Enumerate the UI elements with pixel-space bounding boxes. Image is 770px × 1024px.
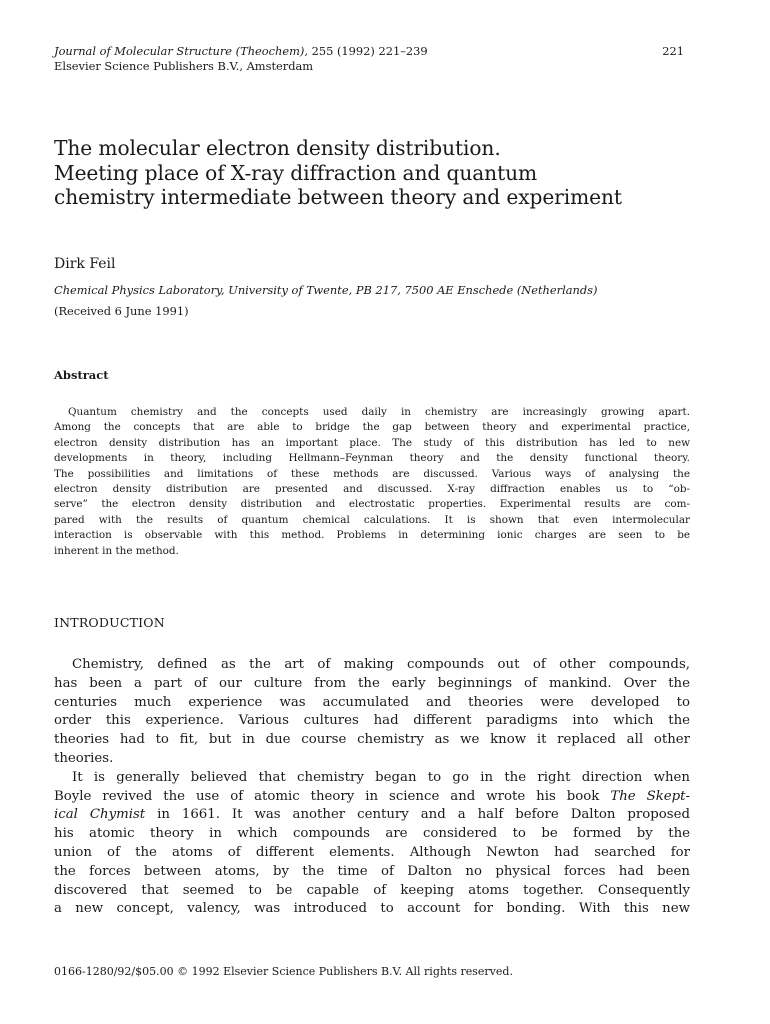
title-line: Meeting place of X-ray diffraction and quantum xyxy=(54,160,538,185)
body-line xyxy=(54,806,690,825)
body-line-text: in 1661. It was another century and a half before Dalton proposed xyxy=(157,807,690,823)
body-line-text: Boyle revived the use of atomic theory in science and wrote his book xyxy=(54,788,600,804)
body-line: It is generally believed that chemistry began to go in the right direction when xyxy=(72,769,690,785)
abstract-line: electron density distribution has an important place. The study of this distribution has led to new xyxy=(54,436,690,449)
journal-header xyxy=(54,44,684,59)
abstract-line: pared with the results of quantum chemical calculations. It is shown that even intermolecular xyxy=(54,513,690,526)
introduction-body xyxy=(54,656,690,919)
journal-citation: 255 (1992) 221–239 xyxy=(311,44,428,58)
title-line: The molecular electron density distribution. xyxy=(54,136,501,160)
body-line: order this experience. Various cultures had different paradigms into which the xyxy=(54,713,690,729)
book-title: The Skept- xyxy=(610,788,690,804)
body-line: discovered that seemed to be capable of keeping atoms together. Consequently xyxy=(54,882,690,898)
book-title-cont: ical Chymist xyxy=(54,807,146,823)
body-line: centuries much experience was accumulated and theories were developed to xyxy=(54,694,690,710)
article-title xyxy=(54,136,694,210)
abstract-text xyxy=(54,405,690,559)
page-number: 221 xyxy=(662,44,684,58)
abstract-line: electron density distribution are presented and discussed. X-ray diffraction enables us to “ob- xyxy=(54,483,690,496)
abstract-line: Among the concepts that are able to bridge the gap between theory and experimental practice, xyxy=(54,421,690,434)
body-line: the forces between atoms, by the time of Dalton no physical forces had been xyxy=(54,863,690,879)
section-heading-introduction: INTRODUCTION xyxy=(54,615,165,630)
body-line: Chemistry, defined as the art of making compounds out of other compounds, xyxy=(72,657,690,672)
title-line: chemistry intermediate between theory and experiment xyxy=(54,185,622,209)
body-line xyxy=(54,788,690,807)
abstract-line: serve” the electron density distribution and electrostatic properties. Experimental results are com- xyxy=(54,498,690,511)
body-line: a new concept, valency, was introduced to account for bonding. With this new xyxy=(54,901,690,917)
body-line: his atomic theory in which compounds are considered to be formed by the xyxy=(54,826,690,842)
body-line: union of the atoms of different elements. Although Newton had searched for xyxy=(54,844,690,860)
abstract-line: Quantum chemistry and the concepts used daily in chemistry are increasingly growing apart. xyxy=(68,406,690,418)
body-line: theories. xyxy=(54,750,114,766)
body-line: has been a part of our culture from the early beginnings of mankind. Over the xyxy=(54,675,690,691)
abstract-line: inherent in the method. xyxy=(54,544,179,557)
abstract-heading: Abstract xyxy=(54,368,109,382)
received-date: (Received 6 June 1991) xyxy=(54,304,189,318)
abstract-line: interaction is observable with this method. Problems in determining ionic charges are seen to be xyxy=(54,529,690,542)
abstract-line: developments in theory, including Hellmann–Feynman theory and the density functional theory. xyxy=(54,452,690,465)
author-affiliation: Chemical Physics Laboratory, University of Twente, PB 217, 7500 AE Enschede (Netherlands) xyxy=(54,283,598,297)
copyright-footer: 0166-1280/92/$05.00 © 1992 Elsevier Science Publishers B.V. All rights reserved. xyxy=(54,965,513,978)
body-line: theories had to fit, but in due course chemistry as we know it replaced all other xyxy=(54,732,690,748)
journal-name: Journal of Molecular Structure (Theochem), xyxy=(54,44,308,58)
abstract-line: The possibilities and limitations of these methods are discussed. Various ways of analysing the xyxy=(54,467,690,480)
author-name: Dirk Feil xyxy=(54,256,116,272)
publisher-line: Elsevier Science Publishers B.V., Amsterdam xyxy=(54,59,314,73)
